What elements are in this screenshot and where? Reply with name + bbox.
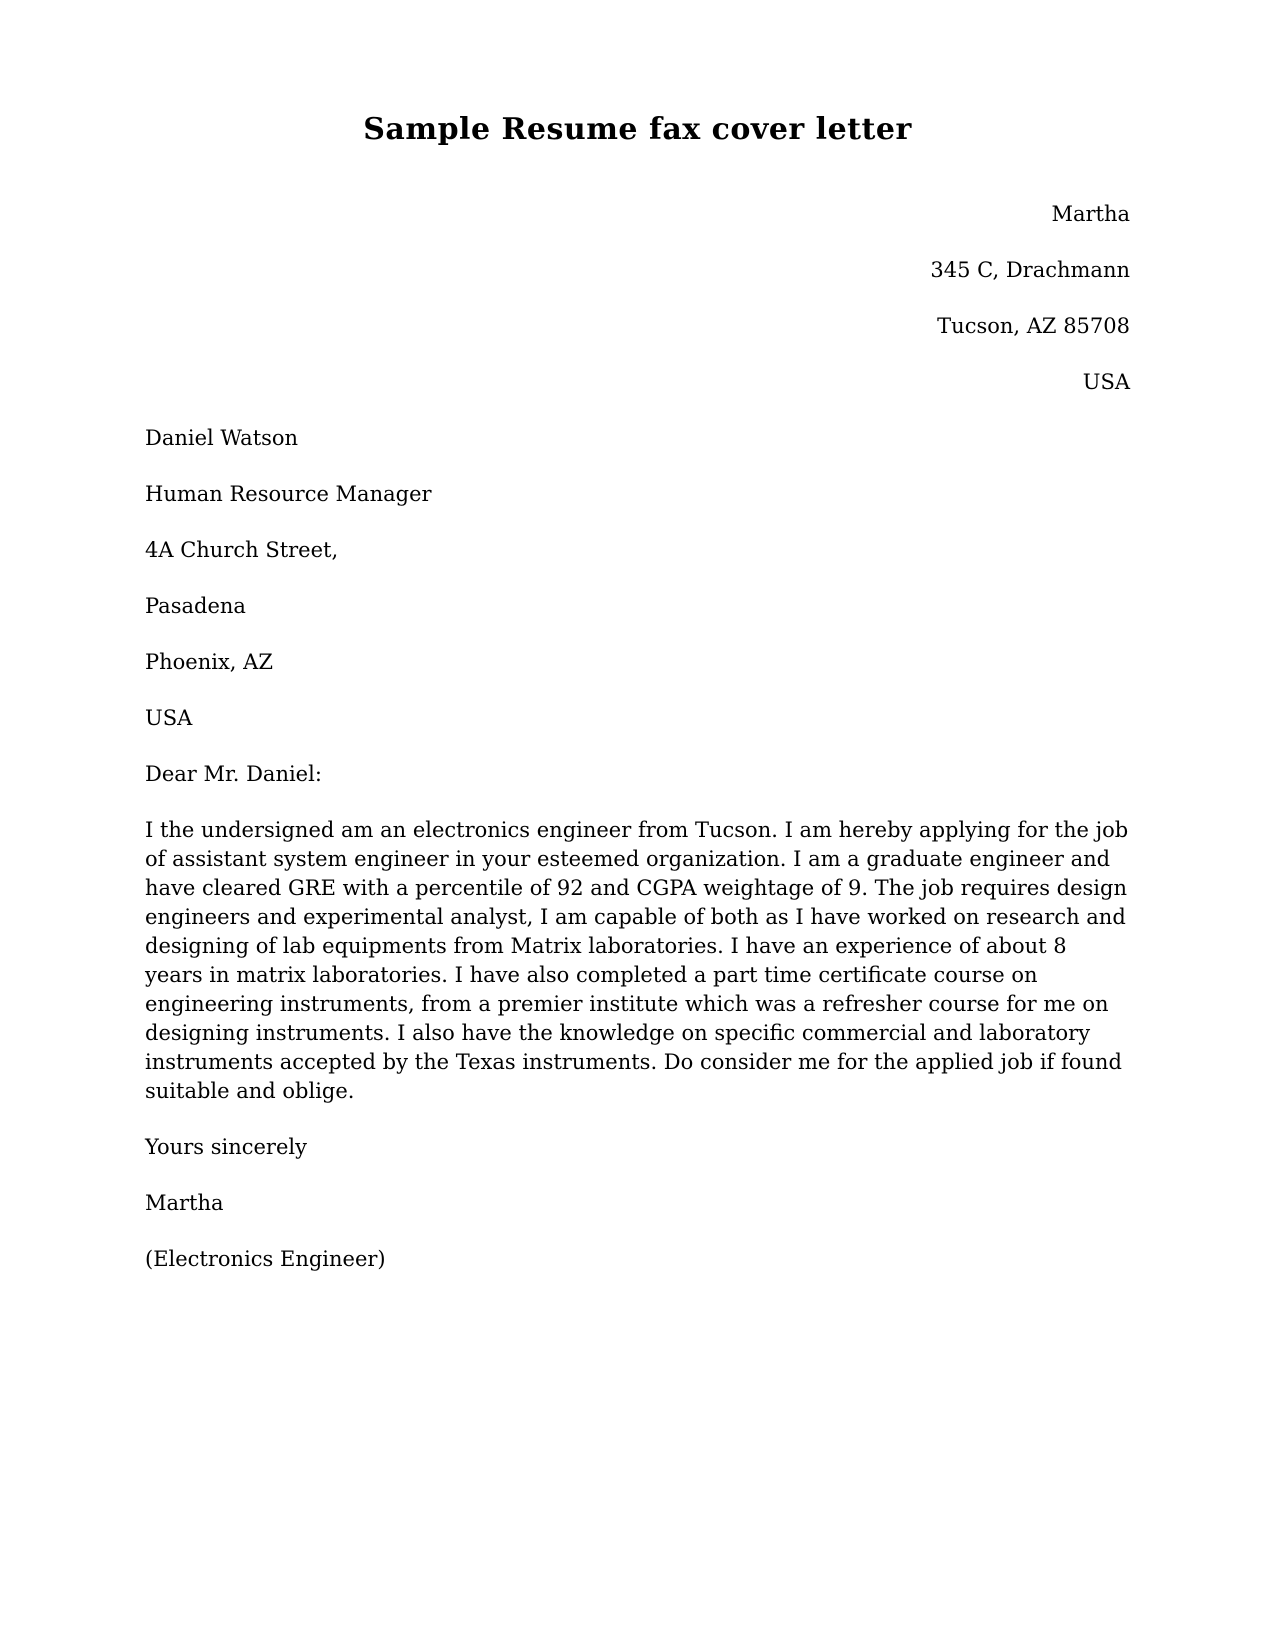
sender-city-state-zip: Tucson, AZ 85708	[937, 314, 1130, 338]
valediction: Yours sincerely	[145, 1135, 307, 1159]
salutation: Dear Mr. Daniel:	[145, 762, 322, 786]
recipient-city: Pasadena	[145, 594, 246, 618]
letter-body-paragraph: I the undersigned am an electronics engineer from Tucson. I am hereby applying for the job of assistant system engineer in your esteemed organization. I am a graduate engineer and have cleared GRE with a percentile of 92 and CGPA weightage of 9. The job requires design engineers and experimental analyst, I am capable of both as I have worked on research and designing of lab equipments from Matrix laboratories. I have an experience of about 8 years in matrix laboratories. I have also completed a part time certificate course on engineering instruments, from a premier institute which was a refresher course for me on designing instruments. I also have the knowledge on specific commercial and laboratory instruments accepted by the Texas instruments. Do consider me for the applied job if found suitable and oblige.	[145, 818, 1129, 1103]
sender-street: 345 C, Drachmann	[930, 258, 1130, 282]
recipient-street: 4A Church Street,	[145, 538, 339, 562]
sender-name: Martha	[1051, 202, 1130, 226]
sender-address-block	[145, 200, 1130, 397]
recipient-name: Daniel Watson	[145, 426, 299, 450]
closing-block	[145, 1133, 1130, 1274]
sender-country: USA	[1082, 370, 1130, 394]
signature-name: Martha	[145, 1191, 224, 1215]
recipient-country: USA	[145, 706, 193, 730]
recipient-role: Human Resource Manager	[145, 482, 432, 506]
recipient-state: Phoenix, AZ	[145, 650, 273, 674]
letter-title: Sample Resume fax cover letter	[363, 112, 912, 147]
signature-title: (Electronics Engineer)	[145, 1247, 386, 1271]
recipient-address-block	[145, 424, 1130, 733]
